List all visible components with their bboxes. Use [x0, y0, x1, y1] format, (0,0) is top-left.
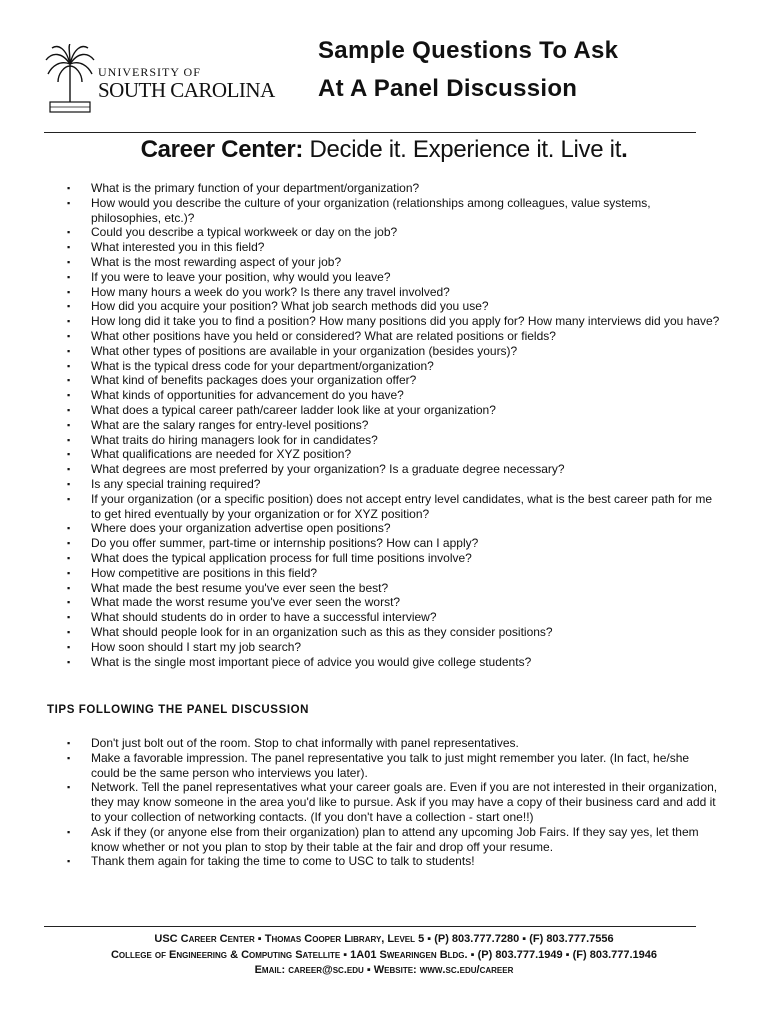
footer-line-2: College of Engineering & Computing Satellite ▪ 1A01 Swearingen Bldg. ▪ (P) 803.777.1949 ▪ (F) 803.777.1946 [110, 948, 658, 961]
question-item: ▪ How many hours a week do you work? Is there any travel involved? [0, 285, 768, 300]
question-item: ▪ How competitive are positions in this field? [0, 566, 768, 581]
page-title [318, 32, 618, 108]
tip-item: ▪ Thank them again for taking the time to come to USC to talk to students! [0, 854, 768, 869]
question-item: ▪ What is the typical dress code for your department/organization? [0, 359, 768, 374]
question-item: ▪ What interested you in this field? [0, 240, 768, 255]
question-item: ▪ If your organization (or a specific position) does not accept entry level candidates, what is the best career path for me to get hired eventually by your organization or for XYZ position? [0, 492, 768, 522]
question-item: ▪ What is the single most important piece of advice you would give college students? [0, 655, 768, 670]
footer-line-1: USC Career Center ▪ Thomas Cooper Library, Level 5 ▪ (P) 803.777.7280 ▪ (F) 803.777.7556 [154, 933, 614, 945]
logo-wordmark [98, 66, 275, 101]
question-item: ▪ What degrees are most preferred by your organization? Is a graduate degree necessary? [0, 462, 768, 477]
footer-contact [0, 932, 768, 979]
question-item: ▪ What is the most rewarding aspect of your job? [0, 255, 768, 270]
career-center-tagline [0, 136, 768, 164]
tip-item: ▪ Make a favorable impression. The panel representative you talk to just might remember you later. (In fact, he/she could be the same person who interviews you later). [0, 751, 768, 781]
question-item: ▪ How would you describe the culture of your organization (relationships among colleagues, value systems, philosophies, etc.)? [0, 196, 768, 226]
logo-line-south-carolina: SOUTH CAROLINA [98, 78, 275, 102]
question-item: ▪ Do you offer summer, part-time or internship positions? How can I apply? [0, 536, 768, 551]
question-item: ▪ What should students do in order to have a successful interview? [0, 610, 768, 625]
question-item: ▪ What made the best resume you've ever seen the best? [0, 581, 768, 596]
tagline-period: . [621, 136, 628, 163]
tips-list [0, 736, 768, 869]
title-line-1: Sample Questions To Ask [318, 37, 619, 64]
question-item: ▪ What kinds of opportunities for advancement do you have? [0, 388, 768, 403]
question-item: ▪ How did you acquire your position? What job search methods did you use? [0, 299, 768, 314]
question-item: ▪ How soon should I start my job search? [0, 640, 768, 655]
tagline-label: Career Center: [140, 136, 304, 163]
question-item: ▪ Where does your organization advertise open positions? [0, 521, 768, 536]
tagline-text: Decide it. Experience it. Live it [303, 136, 622, 163]
logo-line-university: UNIVERSITY OF [98, 65, 201, 79]
question-item: ▪ What other positions have you held or considered? What are related positions or fields? [0, 329, 768, 344]
question-item: ▪ How long did it take you to find a position? How many positions did you apply for? How many interviews did you have? [0, 314, 768, 329]
question-item: ▪ What traits do hiring managers look for in candidates? [0, 433, 768, 448]
question-item: ▪ What made the worst resume you've ever seen the worst? [0, 595, 768, 610]
question-item: ▪ What kind of benefits packages does your organization offer? [0, 373, 768, 388]
footer-divider [44, 926, 696, 927]
question-item: ▪ What does a typical career path/career ladder look like at your organization? [0, 403, 768, 418]
question-item: ▪ What qualifications are needed for XYZ position? [0, 447, 768, 462]
question-item: ▪ What are the salary ranges for entry-level positions? [0, 418, 768, 433]
question-item: ▪ What does the typical application process for full time positions involve? [0, 551, 768, 566]
questions-list [0, 181, 768, 669]
question-item: ▪ If you were to leave your position, why would you leave? [0, 270, 768, 285]
title-line-2: At A Panel Discussion [318, 75, 578, 102]
question-item: ▪ Is any special training required? [0, 477, 768, 492]
palmetto-tree-icon [44, 44, 96, 116]
tip-item: ▪ Don't just bolt out of the room. Stop to chat informally with panel representatives. [0, 736, 768, 751]
question-item: ▪ What is the primary function of your department/organization? [0, 181, 768, 196]
tip-item: ▪ Network. Tell the panel representatives what your career goals are. Even if you are not interested in their organization, they may know someone in the area you'd like to pursue. Ask if you may have a copy of their business card and add it to your collection of networking contacts. (If you don't have a collection - start one!!) [0, 780, 768, 824]
question-item: ▪ Could you describe a typical workweek or day on the job? [0, 225, 768, 240]
question-item: ▪ What other types of positions are available in your organization (besides yours)? [0, 344, 768, 359]
question-item: ▪ What should people look for in an organization such as this as they consider positions? [0, 625, 768, 640]
tip-item: ▪ Ask if they (or anyone else from their organization) plan to attend any upcoming Job Fairs. If they say yes, let them know whether or not you plan to stop by their table at the fair and drop off your resume. [0, 825, 768, 855]
header-divider [44, 132, 696, 133]
footer-line-3: Email: career@sc.edu ▪ Website: www.sc.edu/career [254, 964, 514, 976]
tips-heading: TIPS FOLLOWING THE PANEL DISCUSSION [47, 704, 310, 716]
